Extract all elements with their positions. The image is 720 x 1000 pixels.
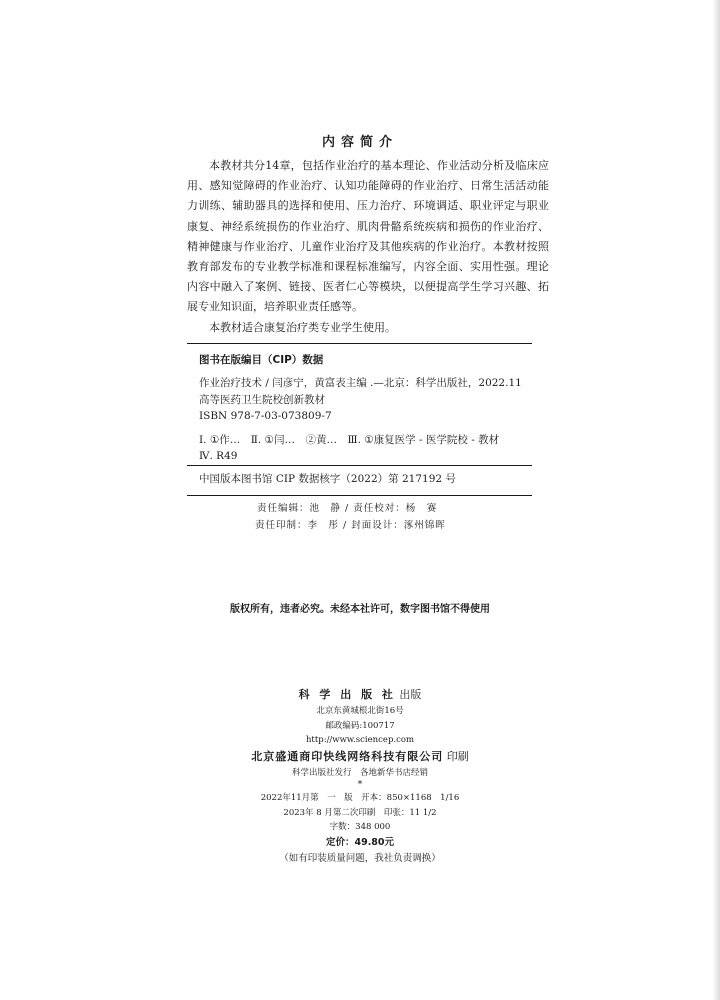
publisher-name: 科 学 出 版 社 bbox=[298, 688, 396, 701]
quality-note: （如有印装质量问题，我社负责调换） bbox=[279, 852, 441, 864]
cip-block-record bbox=[187, 466, 532, 496]
cip-line: Ⅰ. ①作… Ⅱ. ①闫… ②黄… Ⅲ. ①康复医学 - 医学院校 - 教材 bbox=[199, 433, 500, 446]
imprint bbox=[0, 686, 720, 867]
separator-star: * bbox=[357, 780, 363, 790]
publisher-website: http://www.sciencep.com bbox=[305, 735, 415, 745]
wordcount-line: 字数：348 000 bbox=[329, 822, 391, 832]
publisher-suffix: 出版 bbox=[399, 688, 422, 701]
distribution-line: 科学出版社发行 各地新华书店经销 bbox=[291, 767, 428, 778]
credit-editors: 责任编辑：池 静 / 责任校对：杨 赛 bbox=[257, 503, 438, 514]
cip-line: Ⅳ. R49 bbox=[199, 450, 238, 462]
cip-line: 高等医药卫生院校创新教材 bbox=[199, 393, 325, 406]
credit-production: 责任印制：李 彤 / 封面设计：涿州锦晖 bbox=[255, 520, 446, 531]
summary-title: 内容简介 bbox=[321, 135, 398, 150]
summary-paragraph: 本教材共分14章，包括作业治疗的基本理论、作业活动分析及临床应用、感知觉障碍的作业治疗、认知功能障碍的作业治疗、日常生活活动能力训练、辅助器具的选择和使用、压力治疗、环境调适、职业评定与职业康复、神经系统损伤的作业治疗、肌肉骨骼系统疾病和损伤的作业治疗、精神健康与作业治疗、儿童作业治疗及其他疾病的作业治疗。本教材按照教育部发布的专业教学标准和课程标准编写，内容全面、实用性强。理论内容中融入了案例、链接、医者仁心等模块，以便提高学生学习兴趣、拓展专业知识面，培养职业责任感等。 bbox=[187, 159, 549, 314]
printing-line: 2023年 8 月第二次印刷 印张：11 1/2 bbox=[283, 807, 437, 818]
copyright-notice: 版权所有，违者必究。未经本社许可，数字图书馆不得使用 bbox=[230, 604, 490, 615]
credits bbox=[187, 500, 532, 534]
cip-block-main bbox=[187, 366, 532, 425]
publisher-line bbox=[0, 686, 720, 704]
cip-block-classification bbox=[187, 425, 532, 465]
edition-line: 2022年11月第 一 版 开本：850×1168 1/16 bbox=[260, 793, 460, 803]
printer-suffix: 印刷 bbox=[446, 749, 469, 763]
summary-paragraph: 本教材适合康复治疗类专业学生使用。 bbox=[209, 320, 396, 334]
price-line: 定价：49.80元 bbox=[325, 836, 395, 848]
cip-line: ISBN 978-7-03-073809-7 bbox=[199, 410, 332, 422]
publisher-address: 北京东黄城根北街16号 bbox=[316, 706, 404, 716]
publisher-postcode: 邮政编码:100717 bbox=[325, 720, 395, 731]
cip-line: 作业治疗技术 / 闫彦宁，黄富表主编 .—北京：科学出版社，2022.11 bbox=[199, 377, 522, 389]
cip-box bbox=[187, 343, 532, 534]
printer-name: 北京盛通商印快线网络科技有限公司 bbox=[251, 749, 444, 763]
summary-body bbox=[187, 156, 549, 338]
cip-record-number: 中国版本图书馆 CIP 数据核字（2022）第 217192 号 bbox=[199, 472, 456, 485]
cip-heading: 图书在版编目（CIP）数据 bbox=[199, 354, 324, 366]
cip-bottom-rule bbox=[187, 495, 532, 496]
printer-line bbox=[0, 748, 720, 766]
